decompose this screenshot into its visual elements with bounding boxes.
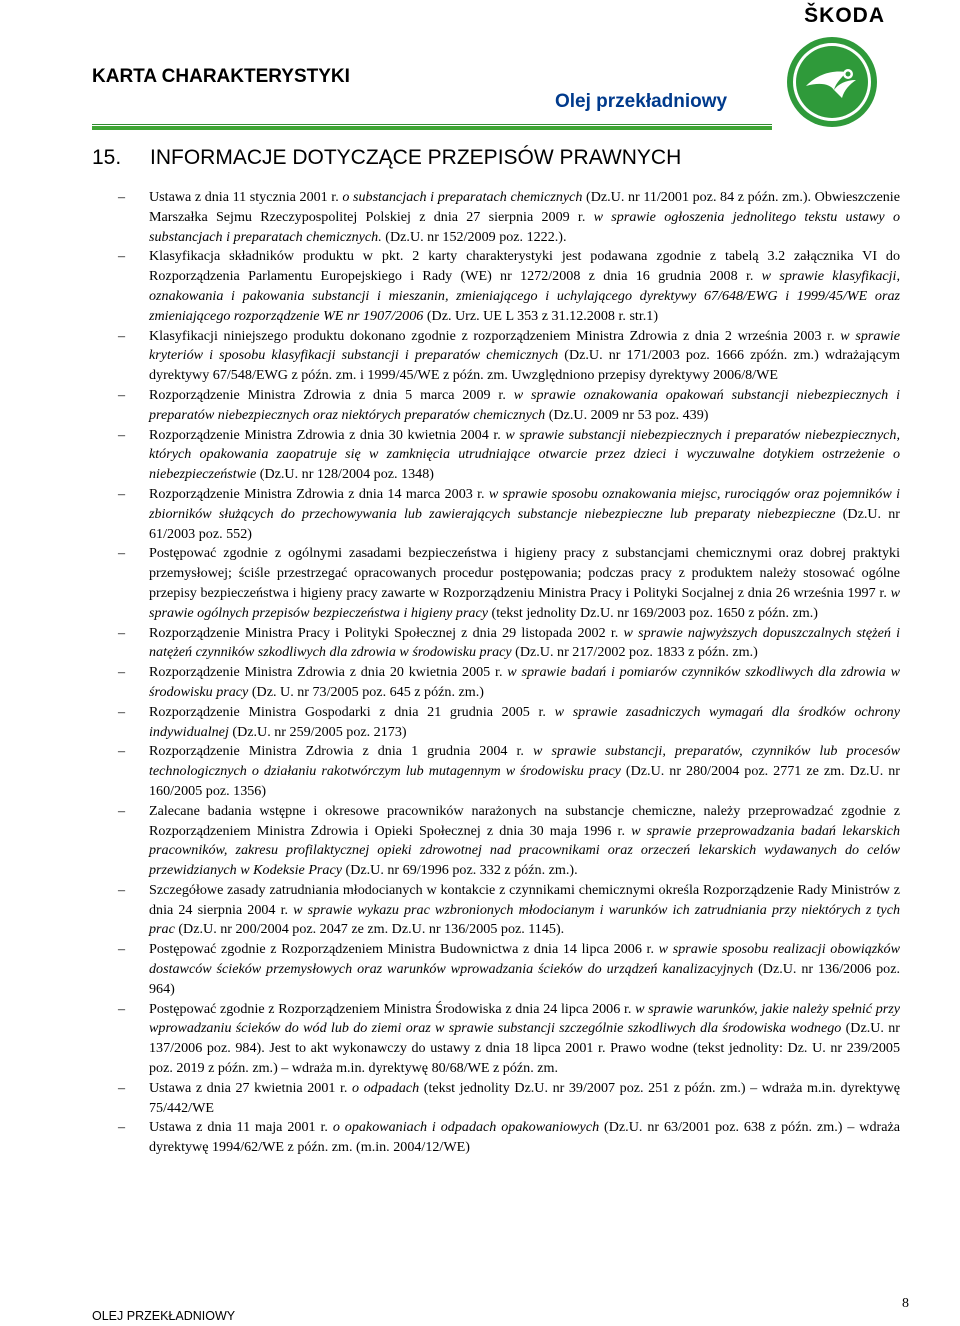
regulation-title: o opakowaniach i odpadach opakowaniowych <box>332 1119 600 1136</box>
section-number: 15. <box>92 146 122 169</box>
regulation-item <box>118 802 900 881</box>
header-rule-thin <box>92 124 772 125</box>
regulation-text: Ustawa z dnia 11 stycznia 2001 r. <box>149 189 343 205</box>
regulation-title: w sprawie wykazu prac wzbronionych młodocianym i warunków ich zatrudniania przy niektórych z tych prac <box>149 901 900 938</box>
list-dash: – <box>118 545 126 562</box>
regulation-title: o substancjach i preparatach chemicznych <box>342 189 583 205</box>
list-dash: – <box>118 386 126 403</box>
regulation-text: Ustawa z dnia 27 kwietnia 2001 r. <box>149 1079 353 1096</box>
list-dash: – <box>118 189 126 205</box>
regulation-item <box>118 188 900 247</box>
regulation-title: w sprawie zasadniczych wymagań dla środków ochrony indywidualnej <box>149 703 900 740</box>
list-dash: – <box>118 1119 126 1136</box>
regulations-list <box>118 188 900 1158</box>
regulation-text: Ustawa z dnia 11 maja 2001 r. <box>149 1119 333 1136</box>
regulation-text: Postępować zgodnie z Rozporządzeniem Ministra Budownictwa z dnia 14 lipca 2006 r. <box>149 941 659 958</box>
regulation-title: w sprawie oznakowania opakowań substancji niebezpiecznych i preparatów niebezpiecznych oraz niektórych preparatów chemicznych <box>149 386 900 423</box>
regulation-title: w sprawie klasyfikacji, oznakowania i pakowania substancji i mieszanin, zmieniającego i uchylającego dyrektywy 67/648/EWG i 1999/45/WE oraz zmieniającego rozporządzenie WE nr 1907/2006 <box>149 268 900 324</box>
regulation-title: w sprawie ogólnych przepisów bezpieczeństwa i higieny pracy <box>149 584 900 621</box>
list-dash: – <box>118 248 126 265</box>
regulation-text: (Dz.U. nr 200/2004 poz. 2047 ze zm. Dz.U. nr 136/2005 poz. 1145). <box>174 921 565 938</box>
page-number: 8 <box>902 1296 909 1311</box>
regulation-text: (Dz.U. nr 152/2009 poz. 1222.). <box>381 228 567 245</box>
regulation-text: (Dz.U. nr 280/2004 poz. 2771 ze zm. Dz.U. nr 160/2005 poz. 1356) <box>149 763 900 799</box>
regulation-text: Rozporządzenie Ministra Pracy i Polityki Społecznej z dnia 29 listopada 2002 r. <box>149 624 624 641</box>
regulation-text: Szczegółowe zasady zatrudniania młodocianych w kontakcie z czynnikami chemicznymi określa Rozporządzenie Rady Ministrów z dnia 24 sierpnia 2004 r. <box>149 881 900 918</box>
list-dash: – <box>118 327 126 344</box>
regulation-text: (tekst jednolity Dz.U. nr 39/2007 poz. 251 z późn. zm.) – wdraża m.in. dyrektywę 75/442/WE <box>149 1079 900 1116</box>
list-dash: – <box>118 881 126 898</box>
regulation-text: (Dz.U. nr 217/2002 poz. 1833 z późn. zm.) <box>511 644 758 661</box>
regulation-text: Rozporządzenie Ministra Zdrowia z dnia 5 marca 2009 r. <box>149 386 514 403</box>
regulation-item <box>118 624 900 664</box>
regulation-item <box>118 1000 900 1079</box>
regulation-text: Rozporządzenie Ministra Zdrowia z dnia 20 kwietnia 2005 r. <box>149 664 508 681</box>
regulation-text: (Dz.U. nr 63/2001 poz. 638 z późn. zm.) – wdraża dyrektywę 1994/62/WE z późn. zm. (m.in. 2004/12/WE) <box>149 1119 900 1156</box>
regulation-text: (Dz.U. nr 128/2004 poz. 1348) <box>256 466 434 483</box>
regulation-text: Postępować zgodnie z ogólnymi zasadami bezpieczeństwa i higieny pracy z substancjami chemicznymi oraz dobrej praktyki przemysłowej; ściśle przestrzegać opracowanych procedur postępowania; podczas pracy z produktem należy stosować ogólne przepisy bezpieczeństwa i higieny pracy zawarte w Rozporządzeniu Ministra Pracy i Polityki Socjalnej z dnia 26 września 1997 r. <box>149 545 900 601</box>
regulation-item <box>118 426 900 485</box>
regulation-text: Klasyfikacji niniejszego produktu dokonano zgodnie z rozporządzeniem Ministra Zdrowia z dnia 2 września 2003 r. <box>149 327 841 344</box>
regulation-text: (Dz.U. nr 259/2005 poz. 2173) <box>228 723 407 740</box>
regulation-text: (Dz.U. nr 171/2003 poz. 1666 zpóźn. zm.) wdrażającym dyrektywy 67/548/EWG z późn. zm. i 1999/45/WE z późn. zm. Uwzględniono przepisy dyrektywy 2006/8/WE <box>149 347 900 384</box>
list-dash: – <box>118 1079 126 1096</box>
list-dash: – <box>118 624 126 641</box>
regulation-title: w sprawie kryteriów i sposobu klasyfikacji substancji i preparatów chemicznych <box>149 327 901 364</box>
list-dash: – <box>118 703 126 720</box>
regulation-item <box>118 940 900 999</box>
regulation-text: (Dz.U. nr 136/2006 poz. 964) <box>149 961 900 997</box>
product-name: Olej przekładniowy <box>555 91 728 112</box>
regulation-title: w sprawie najwyższych dopuszczalnych stężeń i natężeń czynników szkodliwych dla zdrowia w środowisku pracy <box>149 624 900 661</box>
footer-product-name: OLEJ PRZEKŁADNIOWY <box>92 1309 236 1323</box>
regulation-text: (Dz.U. 2009 nr 53 poz. 439) <box>545 406 709 423</box>
regulation-text: (Dz.U. nr 61/2003 poz. 552) <box>149 505 900 542</box>
regulation-title: w sprawie sposobu oznakowania miejsc, rurociągów oraz pojemników i zbiorników służących do przechowywania lub zawierających substancje niebezpieczne lub preparaty niebezpieczne <box>149 485 900 522</box>
regulation-text: (Dz.U. nr 69/1996 poz. 332 z późn. zm.). <box>341 862 578 879</box>
regulation-text: (Dz. U. nr 73/2005 poz. 645 z późn. zm.) <box>248 683 484 700</box>
skoda-logo-icon <box>784 34 880 130</box>
regulation-text: (tekst jednolity Dz.U. nr 169/2003 poz. 1650 z późn. zm.) <box>488 604 818 621</box>
list-dash: – <box>118 426 126 443</box>
document-type: KARTA CHARAKTERYSTYKI <box>92 66 350 87</box>
header-rule-thick <box>92 126 772 130</box>
regulation-item <box>118 544 900 623</box>
regulation-text: Klasyfikacja składników produktu w pkt. 2 karty charakterystyki jest podawana zgodnie z tabelą 3.2 załącznika VI do Rozporządzenia Parlamentu Europejskiego i Rady (WE) nr 1272/2008 z dnia 16 grudnia 2008 r. <box>149 248 900 285</box>
regulation-item <box>118 485 900 544</box>
regulation-title: w sprawie warunków, jakie należy spełnić przy wprowadzaniu ścieków do wód lub do ziemi oraz w sprawie substancji szczególnie szkodliwych dla środowiska wodnego <box>149 1000 901 1037</box>
regulation-item <box>118 742 900 801</box>
regulation-item <box>118 1079 900 1119</box>
regulation-title: o odpadach <box>352 1079 420 1096</box>
brand-name: ŠKODA <box>804 4 885 27</box>
regulation-item <box>118 881 900 940</box>
regulation-title: w sprawie sposobu realizacji obowiązków dostawców ścieków przemysłowych oraz warunków wprowadzania ścieków do urządzeń kanalizacyjnych <box>149 941 900 978</box>
section-title: INFORMACJE DOTYCZĄCE PRZEPISÓW PRAWNYCH <box>150 146 682 169</box>
section-heading <box>92 146 681 170</box>
regulation-text: Postępować zgodnie z Rozporządzeniem Ministra Środowiska z dnia 24 lipca 2006 r. <box>149 1000 636 1017</box>
regulation-text: Rozporządzenie Ministra Zdrowia z dnia 1 grudnia 2004 r. <box>149 743 534 760</box>
regulation-item <box>118 1118 900 1158</box>
regulation-item <box>118 663 900 703</box>
list-dash: – <box>118 664 126 681</box>
regulation-item <box>118 386 900 426</box>
regulation-title: w sprawie ogłoszenia jednolitego tekstu ustawy o substancjach i preparatach chemicznych. <box>149 208 900 245</box>
regulation-title: w sprawie przeprowadzania badań lekarskich pracowników, zakresu profilaktycznej opieki zdrowotnej nad pracownikami oraz orzeczeń lekarskich wydawanych do celów przewidzianych w Kodeksie Pracy <box>149 822 900 879</box>
regulation-item <box>118 247 900 326</box>
regulation-text: Rozporządzenie Ministra Zdrowia z dnia 14 marca 2003 r. <box>149 485 489 502</box>
regulation-text: (Dz. Urz. UE L 353 z 31.12.2008 r. str.1) <box>423 307 659 324</box>
list-dash: – <box>118 1000 126 1017</box>
regulation-title: w sprawie substancji, preparatów, czynników lub procesów technologicznych o działaniu rakotwórczym lub mutagennym w środowisku pracy <box>149 743 900 780</box>
list-dash: – <box>118 802 126 819</box>
regulation-title: w sprawie badań i pomiarów czynników szkodliwych dla zdrowia w środowisku pracy <box>149 664 900 700</box>
regulation-text: Zalecane badania wstępne i okresowe pracowników narażonych na substancje chemiczne, należy przeprowadzać zgodnie z Rozporządzeniem Ministra Zdrowia i Opieki Społecznej z dnia 30 maja 1996 r. <box>149 802 900 839</box>
regulation-item <box>118 327 900 386</box>
regulation-text: (Dz.U. nr 137/2006 poz. 984). Jest to akt wykonawczy do ustawy z dnia 18 lipca 2001 r. Prawo wodne (tekst jednolity: Dz. U. nr 239/2005 poz. 2019 z późn. zm.) – wdraża m.in. dyrektywę 80/68/WE z późn. zm. <box>149 1020 901 1077</box>
list-dash: – <box>118 485 126 502</box>
list-dash: – <box>118 743 126 760</box>
regulation-text: Rozporządzenie Ministra Zdrowia z dnia 30 kwietnia 2004 r. <box>149 426 506 443</box>
regulation-text: (Dz.U. nr 11/2001 poz. 84 z późn. zm.). Obwieszczenie Marszałka Sejmu Rzeczypospolitej Polskiej z dnia 27 sierpnia 2009 r. <box>149 189 900 225</box>
regulation-title: w sprawie substancji niebezpiecznych i preparatów niebezpiecznych, których opakowania zaopatruje się w zamknięcia utrudniające otwarcie przez dzieci i wyczuwalne dotykiem ostrzeżenie o niebezpieczeństwie <box>149 426 900 483</box>
list-dash: – <box>118 941 126 958</box>
regulation-text: Rozporządzenie Ministra Gospodarki z dnia 21 grudnia 2005 r. <box>149 703 555 720</box>
regulation-item <box>118 703 900 743</box>
